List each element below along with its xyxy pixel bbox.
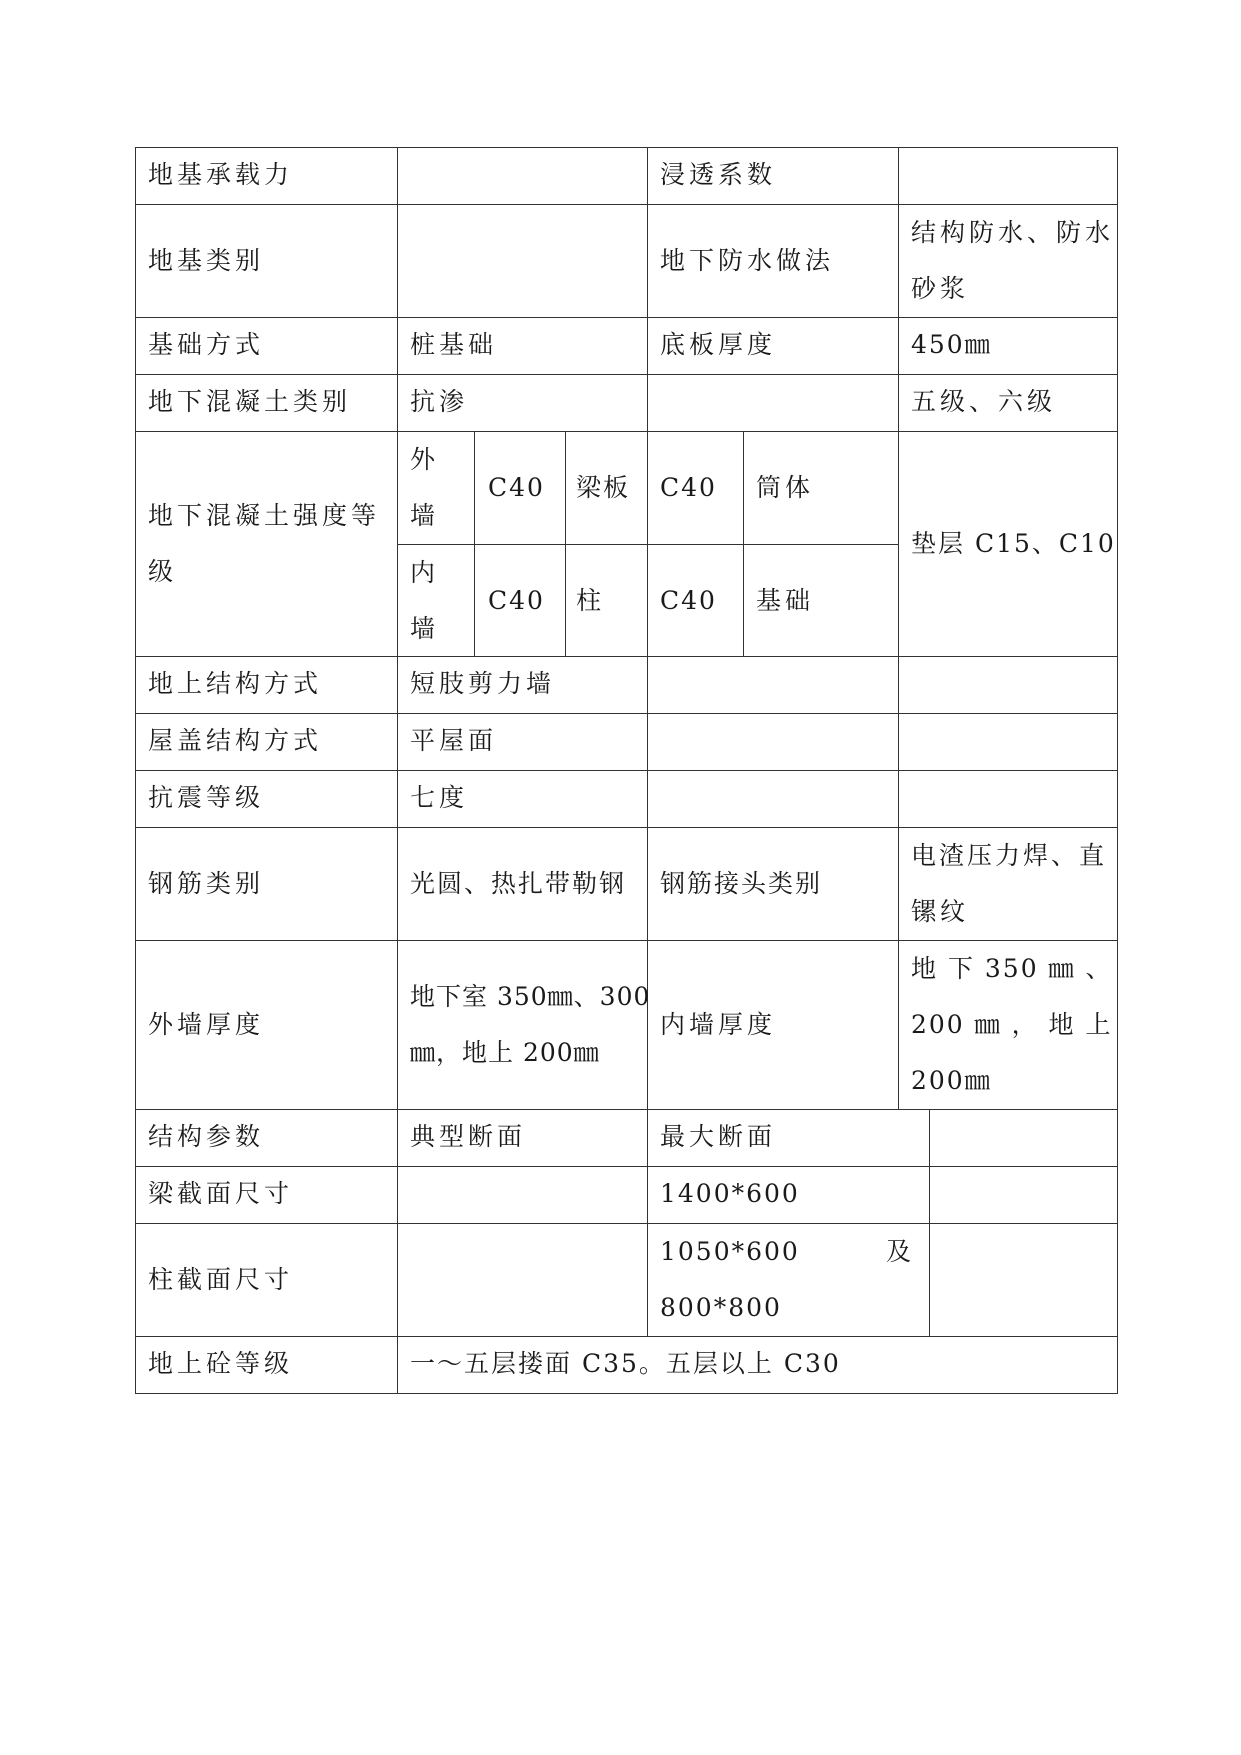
value-concrete-class: 抗渗 — [410, 387, 469, 416]
cell — [647, 713, 899, 771]
cell — [647, 374, 899, 432]
text-line: 镙纹 — [911, 897, 970, 926]
text-line: 1050*600 — [660, 1237, 800, 1266]
text-line: 外 — [410, 445, 440, 474]
value-max-section: 最大断面 — [660, 1122, 777, 1151]
label-outer-wall — [410, 432, 439, 544]
cell — [647, 770, 899, 828]
label-seismic-grade: 抗震等级 — [148, 783, 265, 812]
cell — [898, 147, 1118, 205]
cell — [898, 656, 1118, 714]
text-line: 200㎜ — [911, 1066, 992, 1095]
label-concrete-class: 地下混凝土类别 — [148, 387, 352, 416]
value-column-grade: C40 — [660, 586, 717, 615]
text-line: 内 — [410, 558, 440, 587]
value-inner-wall-thickness — [911, 941, 1113, 1109]
cell — [397, 1223, 648, 1337]
text-line: 地下室 350㎜、300 — [410, 982, 651, 1011]
label-column: 柱 — [576, 586, 606, 615]
value-beam-slab-grade: C40 — [660, 473, 717, 502]
value-waterproofing — [911, 205, 1114, 317]
label-slab-thickness: 底板厚度 — [660, 330, 777, 359]
label-rebar-joint: 钢筋接头类别 — [660, 869, 823, 898]
label-permeability: 浸透系数 — [660, 160, 777, 189]
text-line: 200 ㎜ ， 地 上 — [911, 1010, 1113, 1039]
label-inner-wall — [410, 545, 439, 657]
text-line: 800*800 — [660, 1293, 782, 1322]
value-column-section — [660, 1224, 800, 1336]
value-typical-section: 典型断面 — [410, 1122, 527, 1151]
label-column-section: 柱截面尺寸 — [148, 1265, 294, 1294]
text-line: ㎜，地上 200㎜ — [410, 1038, 600, 1067]
cell — [929, 1223, 1118, 1337]
cell — [929, 1109, 1118, 1167]
text-line: 结构防水、防水 — [911, 218, 1115, 247]
label-structure-params: 结构参数 — [148, 1122, 265, 1151]
value-foundation-type: 桩基础 — [410, 330, 498, 359]
value-slab-thickness: 450㎜ — [911, 330, 992, 359]
value-inner-wall-grade: C40 — [488, 586, 545, 615]
text-line: 地 下 350 ㎜ 、 — [911, 954, 1113, 983]
label-rebar-type: 钢筋类别 — [148, 869, 265, 898]
cell — [397, 1166, 648, 1224]
value-cushion: 垫层 C15、C10 — [911, 529, 1116, 558]
value-grade: 五级、六级 — [911, 387, 1057, 416]
value-outer-wall-thickness — [410, 969, 650, 1081]
cell — [397, 147, 648, 205]
label-above-ground-concrete: 地上砼等级 — [148, 1349, 294, 1378]
cell — [929, 1166, 1118, 1224]
value-beam-section: 1400*600 — [660, 1179, 800, 1208]
value-column-section-and: 及 — [886, 1237, 916, 1266]
label-beam-section: 梁截面尺寸 — [148, 1179, 294, 1208]
cell — [898, 713, 1118, 771]
cell — [898, 770, 1118, 828]
value-seismic-grade: 七度 — [410, 783, 469, 812]
text-line: 电渣压力焊、直 — [911, 841, 1108, 870]
value-rebar-type: 光圆、热扎带勒钢 — [410, 869, 627, 898]
value-rebar-joint — [911, 828, 1107, 940]
text-line: 级 — [148, 557, 178, 586]
value-superstructure: 短肢剪力墙 — [410, 669, 556, 698]
value-outer-wall-grade: C40 — [488, 473, 545, 502]
label-outer-wall-thickness: 外墙厚度 — [148, 1010, 265, 1039]
cell — [397, 204, 648, 318]
text-line: 地下混凝土强度等 — [148, 501, 381, 530]
label-roof-structure: 屋盖结构方式 — [148, 726, 323, 755]
label-core: 筒体 — [756, 473, 815, 502]
label-foundation-class: 地基类别 — [148, 246, 265, 275]
label-inner-wall-thickness: 内墙厚度 — [660, 1010, 777, 1039]
label-beam-slab: 梁板 — [576, 473, 631, 502]
text-line: 砂浆 — [911, 274, 970, 303]
text-line: 墙 — [410, 501, 440, 530]
label-foundation: 基础 — [756, 586, 815, 615]
label-waterproofing: 地下防水做法 — [660, 246, 835, 275]
label-concrete-strength — [148, 488, 380, 600]
value-above-ground-concrete: 一～五层搂面 C35。五层以上 C30 — [410, 1349, 841, 1378]
label-foundation-type: 基础方式 — [148, 330, 265, 359]
label-bearing-capacity: 地基承载力 — [148, 160, 294, 189]
cell — [647, 656, 899, 714]
value-roof-structure: 平屋面 — [410, 726, 498, 755]
label-superstructure: 地上结构方式 — [148, 669, 323, 698]
text-line: 墙 — [410, 614, 440, 643]
